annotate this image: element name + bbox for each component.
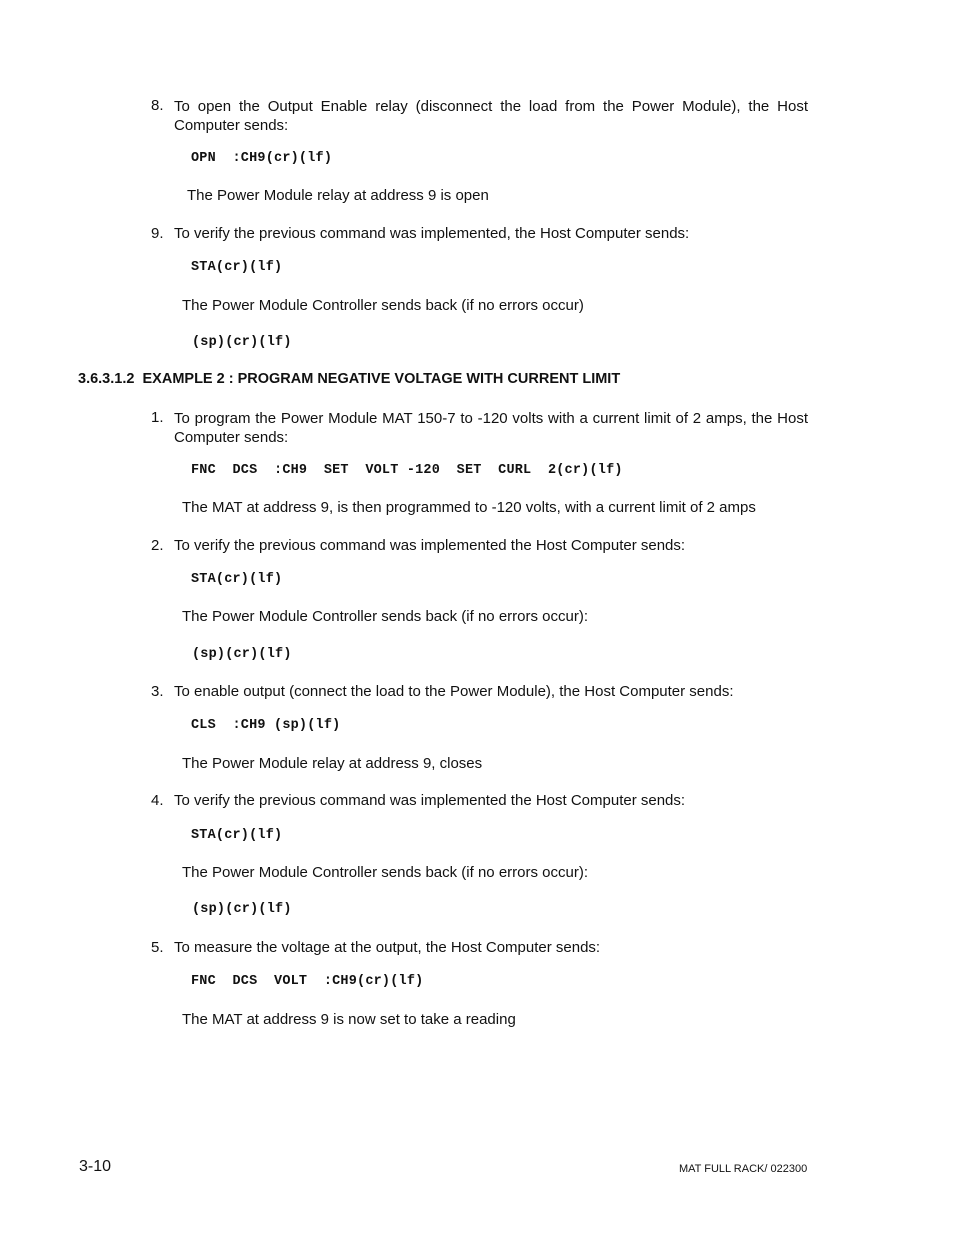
step-number: 2. (151, 537, 164, 554)
step-text: To enable output (connect the load to the Power Module), the Host Computer sends: (174, 683, 734, 700)
command-code: FNC DCS :CH9 SET VOLT -120 SET CURL 2(cr)(lf) (191, 463, 623, 478)
command-code: CLS :CH9 (sp)(lf) (191, 718, 341, 733)
response-code: (sp)(cr)(lf) (192, 335, 292, 350)
response-code: (sp)(cr)(lf) (192, 902, 292, 917)
response-code: (sp)(cr)(lf) (192, 647, 292, 662)
step-text: To program the Power Module MAT 150-7 to -120 volts with a current limit of 2 amps, the Host Computer sends: (174, 410, 808, 446)
response-note: The Power Module relay at address 9 is open (187, 187, 489, 204)
step-number: 3. (151, 683, 164, 700)
command-code: FNC DCS VOLT :CH9(cr)(lf) (191, 974, 424, 989)
page-number: 3-10 (79, 1158, 112, 1175)
command-code: STA(cr)(lf) (191, 260, 283, 275)
section-number: 3.6.3.1.2 (78, 371, 135, 387)
response-note: The MAT at address 9, is then programmed to -120 volts, with a current limit of 2 amps (182, 499, 756, 516)
step-text: To measure the voltage at the output, the Host Computer sends: (174, 939, 601, 956)
document-id: MAT FULL RACK/ 022300 (679, 1163, 808, 1175)
step-number: 5. (151, 939, 164, 956)
section-heading (78, 371, 620, 387)
command-code: STA(cr)(lf) (191, 828, 283, 843)
response-note: The Power Module Controller sends back (if no errors occur): (182, 608, 588, 625)
step-number: 1. (151, 409, 164, 426)
command-code: OPN :CH9(cr)(lf) (191, 151, 333, 166)
response-note: The Power Module relay at address 9, closes (182, 755, 483, 772)
section-title: EXAMPLE 2 : PROGRAM NEGATIVE VOLTAGE WITH CURRENT LIMIT (142, 371, 621, 387)
response-note: The Power Module Controller sends back (if no errors occur): (182, 864, 588, 881)
step-text: To verify the previous command was implemented the Host Computer sends: (174, 792, 686, 809)
step-number: 9. (151, 225, 164, 242)
step-number: 8. (151, 97, 164, 114)
step-text: To verify the previous command was implemented the Host Computer sends: (174, 537, 686, 554)
step-text: To open the Output Enable relay (disconnect the load from the Power Module), the Host Computer sends: (174, 98, 808, 134)
step-number: 4. (151, 792, 164, 809)
response-note: The Power Module Controller sends back (if no errors occur) (182, 297, 584, 314)
step-text: To verify the previous command was implemented, the Host Computer sends: (174, 225, 690, 242)
response-note: The MAT at address 9 is now set to take a reading (182, 1011, 516, 1028)
command-code: STA(cr)(lf) (191, 572, 283, 587)
